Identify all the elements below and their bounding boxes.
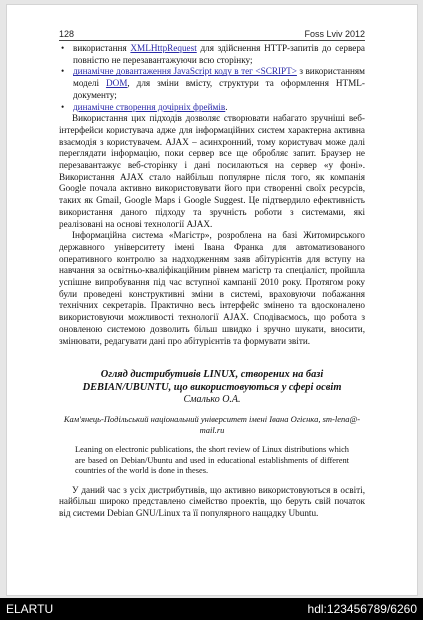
bullet-text: з використанням моделі xyxy=(73,66,365,89)
paragraph-ajax: Використання цих підходів дозволяє створювати набагато зручніші веб-інтерфейси користувача аджe для інформаційних систем характерна активна взаємодія з користувачем. AJAX – асинхронний, тому користувач може далі переглядати інформацію, поки сервер все ще обробляє запит. Браузер не перезавантажує веб-сторінку і дані посилаються на сервер «у фоні». Використання AJAX стало найбільш популярне після того, як компанія Google почала активно використовувати його при створенні своїх ресурсів, таких як Gmail, Google Maps і Google Suggest. Це підтвердило ефективність використання даного підходу та зручність роботи з системами, які реалізовані на основі технології AJAX. xyxy=(59,113,365,229)
page-number: 128 xyxy=(59,29,75,39)
article-title: Огляд дистрибутивів LINUX, створених на базі DEBIAN/UBUNTU, що використовуються у сфері освіт xyxy=(82,369,342,393)
bullet-text: використання xyxy=(73,43,131,53)
list-item xyxy=(59,66,365,101)
xmlhttprequest-link[interactable]: XMLHttpRequest xyxy=(130,43,197,53)
bullet-icon: • xyxy=(61,101,65,112)
article-author: Смалько О.А. xyxy=(183,394,241,406)
footer-source: ELARTU xyxy=(6,602,54,616)
footer-handle[interactable]: hdl:123456789/6260 xyxy=(307,602,417,616)
bullet-icon: • xyxy=(61,43,65,53)
bullet-text: . xyxy=(225,101,228,112)
page-body xyxy=(59,43,365,520)
frames-link[interactable]: динамічне створення дочірніх фреймів xyxy=(73,101,226,112)
article-abstract: Leaning on electronic publications, the short review of Linux distributions which are based on Debian/Ubuntu and used in educational establishments of different countries of the world is done in theses. xyxy=(75,445,349,476)
page-header xyxy=(59,29,365,41)
script-tag-link[interactable]: динамічне довантаження JavaScript коду в тег <SCRIPT> xyxy=(73,66,297,77)
article-intro: У даний час з усіх дистрибутивів, що активно використовуються в освіті, найбільш широко представлено сімейство проектів, що беруть свій початок від системи Debian GNU/Linux та її популярного нащадку Ubuntu. xyxy=(59,484,365,518)
list-item xyxy=(59,43,365,66)
article-affiliation: Кам'янець-Подільський національний університет імені Івана Огієнка, sm-lena@-mail.ru xyxy=(63,414,361,435)
bullet-icon: • xyxy=(61,66,65,77)
bullet-text: , для зміни вмісту, структури та оформлення HTML-документу; xyxy=(73,78,365,100)
conference-name: Foss Lviv 2012 xyxy=(304,29,365,39)
document-page xyxy=(6,4,418,596)
paragraph-magistr: Інформаційна система «Магістр», розроблена на базі Житомирського державного університету імені Івана Франка для автоматизованого оперативного контролю за надходженням заяв абітурієнтів для вступу на навчання за освітньо-кваліфікаційним рівнем магістр та спеціаліст, пройшла успішне випробування під час вступної кампанії 2010 року. Протягом року були проведені конструктивні зміни в системі, враховуючи побажання технічних секретарів. Практично весь інтерфейс змінено та вдосконалено використовуючи можливості технології AJAX. Сподіваємось, що робота з оновленою системою дозволить більш швидко і зручно шукати, вносити, змінювати, редагувати дані про абітурієнтів та формувати звіти. xyxy=(59,230,365,346)
dom-link[interactable]: DOM xyxy=(105,78,128,89)
viewer-footer xyxy=(0,598,423,620)
list-item xyxy=(59,102,365,114)
bullet-text: для здійснення HTTP-запитів до сервера повністю не перезавантажуючи всю сторінку; xyxy=(73,43,365,65)
